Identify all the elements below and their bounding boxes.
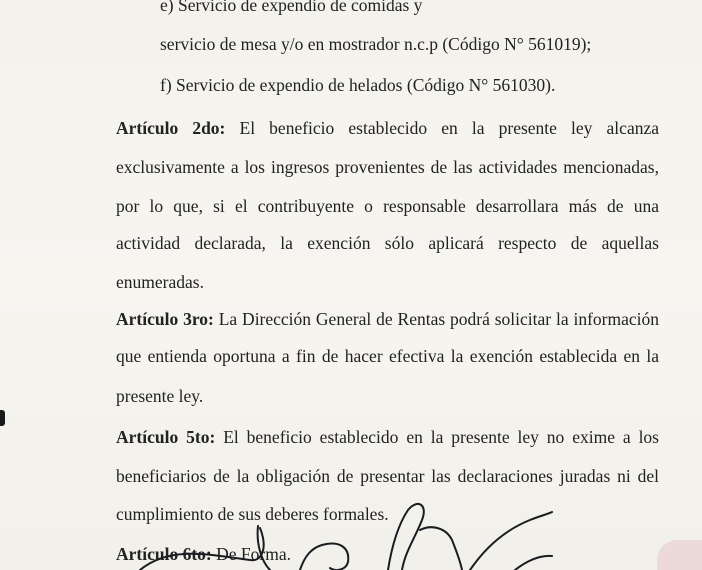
article-6-line — [116, 543, 291, 565]
article-2-text-1: El beneficio establecido en la presente ley alcanza — [239, 118, 659, 138]
article-5-text-1: El beneficio establecido en la presente ley no exime a los — [223, 427, 659, 447]
article-3-line-3: presente ley. — [116, 386, 204, 406]
article-5-line-1 — [116, 426, 659, 448]
article-6-heading: Artículo 6to: — [116, 544, 212, 564]
article-2-heading: Artículo 2do: — [116, 118, 226, 138]
article-2-line-1 — [116, 117, 659, 139]
item-f: f) Servicio de expendio de helados (Código N° 561030). — [160, 75, 556, 95]
article-3-text-1: La Dirección General de Rentas podrá solicitar la información — [218, 309, 659, 329]
article-5-line-3: cumplimiento de sus deberes formales. — [116, 504, 389, 524]
item-e-line-1: e) Servicio de expendio de comidas y — [160, 0, 423, 15]
article-5-line-2: beneficiarios de la obligación de presentar las declaraciones juradas ni del — [116, 466, 659, 486]
item-e-line-2: servicio de mesa y/o en mostrador n.c.p (Código N° 561019); — [160, 34, 592, 54]
article-2-line-2: exclusivamente a los ingresos provenientes de las actividades mencionadas, — [116, 157, 659, 177]
article-3-line-2: que entienda oportuna a fin de hacer efectiva la exención establecida en la — [116, 346, 659, 366]
article-2-line-4: actividad declarada, la exención sólo aplicará respecto de aquellas — [116, 233, 659, 253]
article-3-line-1 — [116, 308, 659, 330]
article-2-line-3: por lo que, si el contribuyente o responsable desarrollara más de una — [116, 196, 659, 216]
stamp-fragment — [657, 540, 702, 570]
scan-edge-mark — [0, 410, 5, 426]
article-2-line-5: enumeradas. — [116, 272, 204, 292]
article-3-heading: Artículo 3ro: — [116, 309, 214, 329]
article-6-text: De Forma. — [216, 544, 291, 564]
article-5-heading: Artículo 5to: — [116, 427, 216, 447]
